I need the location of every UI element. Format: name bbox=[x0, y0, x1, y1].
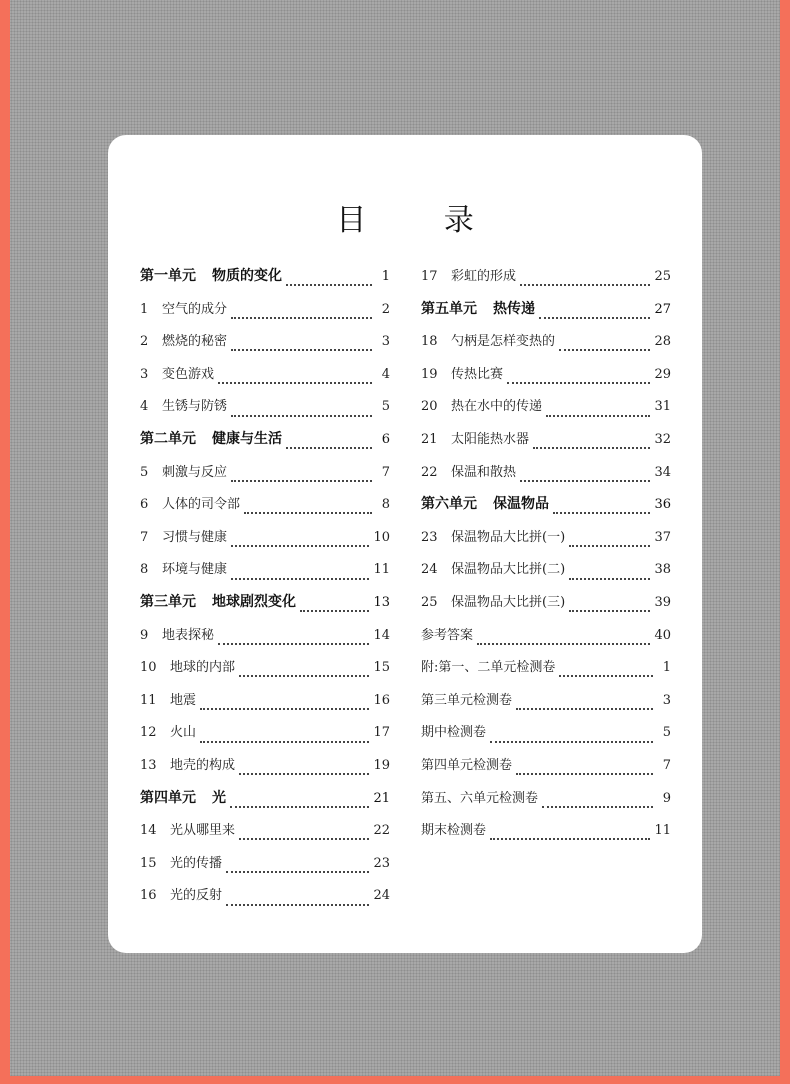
dot-leader bbox=[520, 284, 650, 286]
lesson-number: 24 bbox=[421, 562, 438, 578]
unit-title bbox=[421, 493, 549, 513]
toc-entry-row bbox=[140, 461, 390, 494]
toc-entry-row bbox=[140, 298, 390, 331]
dot-leader bbox=[231, 415, 372, 417]
toc-entry-row bbox=[140, 721, 390, 754]
lesson-number: 23 bbox=[421, 529, 438, 545]
unit-title bbox=[140, 428, 282, 448]
lesson-number: 1 bbox=[140, 301, 149, 317]
page-number: 34 bbox=[654, 464, 671, 480]
page-number: 7 bbox=[662, 757, 671, 773]
toc-entry-row bbox=[140, 656, 390, 689]
page-number: 1 bbox=[662, 660, 671, 676]
dot-leader bbox=[490, 838, 650, 840]
dot-leader bbox=[286, 284, 372, 286]
toc-entry-row bbox=[140, 493, 390, 526]
unit-label: 第四单元 bbox=[140, 789, 196, 806]
dot-leader bbox=[490, 741, 653, 743]
dot-leader bbox=[516, 708, 653, 710]
entry-title: 第五、六单元检测卷 bbox=[421, 790, 539, 806]
lesson-number: 4 bbox=[140, 399, 149, 415]
lesson-number: 17 bbox=[421, 269, 438, 284]
dot-leader bbox=[569, 578, 650, 580]
entry-title: 地壳的构成 bbox=[170, 757, 236, 773]
entry-title: 生锈与防锈 bbox=[162, 399, 228, 415]
page-number: 4 bbox=[381, 366, 390, 382]
dot-leader bbox=[200, 741, 369, 743]
lesson-number: 18 bbox=[421, 334, 438, 350]
toc-entry-row bbox=[421, 265, 671, 298]
entry-title: 期末检测卷 bbox=[421, 823, 487, 839]
toc-entry-row bbox=[421, 526, 671, 559]
toc-entry-row bbox=[421, 656, 671, 689]
page-number: 10 bbox=[373, 529, 390, 545]
page-number: 31 bbox=[654, 399, 671, 415]
toc-column-left bbox=[140, 265, 390, 917]
page-number: 40 bbox=[654, 627, 671, 643]
unit-name: 光 bbox=[212, 789, 226, 806]
page-number: 16 bbox=[373, 692, 390, 708]
lesson-number: 16 bbox=[140, 888, 157, 904]
page-number: 32 bbox=[654, 431, 671, 447]
toc-entry-row bbox=[421, 428, 671, 461]
dot-leader bbox=[226, 904, 369, 906]
lesson-number: 10 bbox=[140, 660, 157, 676]
lesson-number: 11 bbox=[140, 692, 157, 708]
dot-leader bbox=[516, 773, 653, 775]
toc-entry-row bbox=[140, 624, 390, 657]
page-number: 24 bbox=[373, 888, 390, 904]
toc-entry-row bbox=[421, 624, 671, 657]
entry-title: 人体的司令部 bbox=[162, 497, 241, 513]
entry-title: 勺柄是怎样变热的 bbox=[451, 334, 556, 350]
dot-leader bbox=[542, 806, 653, 808]
dot-leader bbox=[569, 610, 650, 612]
toc-entry-row bbox=[421, 330, 671, 363]
dot-leader bbox=[507, 382, 650, 384]
page-number: 39 bbox=[654, 594, 671, 610]
page-number: 22 bbox=[373, 823, 390, 839]
lesson-number: 15 bbox=[140, 855, 157, 871]
toc-entry-row bbox=[421, 461, 671, 494]
entry-title: 空气的成分 bbox=[162, 301, 228, 317]
lesson-number: 19 bbox=[421, 366, 438, 382]
entry-title: 光的传播 bbox=[170, 855, 223, 871]
page-number: 29 bbox=[654, 366, 671, 382]
entry-title: 保温物品大比拼(二) bbox=[451, 562, 566, 578]
toc-entry-row bbox=[140, 754, 390, 787]
dot-leader bbox=[546, 415, 650, 417]
entry-title: 期中检测卷 bbox=[421, 725, 487, 741]
toc-entry-row bbox=[140, 558, 390, 591]
unit-name: 物质的变化 bbox=[212, 268, 282, 284]
unit-title bbox=[421, 298, 535, 318]
toc-unit-row bbox=[140, 591, 390, 624]
page-number: 17 bbox=[373, 725, 390, 741]
entry-title: 变色游戏 bbox=[162, 366, 215, 382]
dot-leader bbox=[533, 447, 650, 449]
dot-leader bbox=[231, 317, 372, 319]
entry-title: 地表探秘 bbox=[162, 627, 215, 643]
entry-title: 彩虹的形成 bbox=[451, 269, 517, 284]
unit-name: 保温物品 bbox=[493, 496, 549, 513]
dot-leader bbox=[231, 480, 372, 482]
entry-title: 参考答案 bbox=[421, 627, 474, 643]
entry-title: 附:第一、二单元检测卷 bbox=[421, 660, 556, 676]
lesson-number: 8 bbox=[140, 562, 149, 578]
entry-title: 第三单元检测卷 bbox=[421, 692, 513, 708]
page-number: 5 bbox=[381, 399, 390, 415]
toc-entry-row bbox=[421, 819, 671, 852]
page-number: 25 bbox=[654, 269, 671, 284]
dot-leader bbox=[231, 578, 369, 580]
unit-label: 第三单元 bbox=[140, 593, 196, 610]
toc-entry-row bbox=[421, 787, 671, 820]
entry-title: 保温物品大比拼(一) bbox=[451, 529, 566, 545]
lesson-number: 2 bbox=[140, 334, 149, 350]
dot-leader bbox=[539, 317, 650, 319]
dot-leader bbox=[300, 610, 369, 612]
dot-leader bbox=[477, 643, 650, 645]
entry-title: 地震 bbox=[170, 692, 197, 708]
dot-leader bbox=[559, 675, 653, 677]
lesson-number: 25 bbox=[421, 594, 438, 610]
toc-unit-row bbox=[421, 493, 671, 526]
toc-entry-row bbox=[421, 558, 671, 591]
entry-title: 光从哪里来 bbox=[170, 823, 236, 839]
lesson-number: 13 bbox=[140, 757, 157, 773]
dot-leader bbox=[230, 806, 369, 808]
entry-title: 第四单元检测卷 bbox=[421, 757, 513, 773]
page-number: 11 bbox=[654, 823, 671, 839]
unit-title bbox=[140, 787, 226, 807]
unit-title bbox=[140, 591, 296, 611]
entry-title: 火山 bbox=[170, 725, 197, 741]
entry-title: 太阳能热水器 bbox=[451, 431, 530, 447]
dot-leader bbox=[569, 545, 650, 547]
toc-column-right bbox=[421, 265, 671, 852]
lesson-number: 14 bbox=[140, 823, 157, 839]
entry-title: 习惯与健康 bbox=[162, 529, 228, 545]
toc-entry-row bbox=[140, 330, 390, 363]
lesson-number: 22 bbox=[421, 464, 438, 480]
toc-entry-row bbox=[421, 395, 671, 428]
page-number: 15 bbox=[373, 660, 390, 676]
lesson-number: 20 bbox=[421, 399, 438, 415]
page-number: 6 bbox=[381, 431, 390, 447]
entry-title: 光的反射 bbox=[170, 888, 223, 904]
dot-leader bbox=[244, 512, 372, 514]
unit-name: 热传递 bbox=[493, 300, 535, 317]
toc-entry-row bbox=[140, 884, 390, 917]
dot-leader bbox=[520, 480, 650, 482]
entry-title: 保温和散热 bbox=[451, 464, 517, 480]
dot-leader bbox=[239, 773, 369, 775]
unit-label: 第一单元 bbox=[140, 268, 196, 284]
dot-leader bbox=[553, 512, 650, 514]
dot-leader bbox=[239, 838, 369, 840]
page-background bbox=[10, 0, 780, 1076]
entry-title: 传热比赛 bbox=[451, 366, 504, 382]
page-number: 21 bbox=[373, 790, 390, 806]
toc-entry-row bbox=[140, 819, 390, 852]
unit-name: 地球剧烈变化 bbox=[212, 593, 296, 610]
lesson-number: 21 bbox=[421, 431, 438, 447]
lesson-number: 5 bbox=[140, 464, 149, 480]
toc-entry-row bbox=[421, 591, 671, 624]
lesson-number: 9 bbox=[140, 627, 149, 643]
unit-title bbox=[140, 265, 282, 285]
page-number: 3 bbox=[381, 334, 390, 350]
toc-unit-row bbox=[140, 787, 390, 820]
page-number: 36 bbox=[654, 497, 671, 513]
dot-leader bbox=[231, 349, 372, 351]
dot-leader bbox=[286, 447, 372, 449]
lesson-number: 6 bbox=[140, 497, 149, 513]
lesson-number: 3 bbox=[140, 366, 149, 382]
toc-unit-row bbox=[421, 298, 671, 331]
dot-leader bbox=[218, 643, 369, 645]
toc-entry-row bbox=[421, 363, 671, 396]
page-number: 14 bbox=[373, 627, 390, 643]
page-number: 3 bbox=[662, 692, 671, 708]
entry-title: 地球的内部 bbox=[170, 660, 236, 676]
dot-leader bbox=[231, 545, 369, 547]
page-number: 19 bbox=[373, 757, 390, 773]
toc-entry-row bbox=[140, 395, 390, 428]
dot-leader bbox=[218, 382, 372, 384]
unit-name: 健康与生活 bbox=[212, 430, 282, 447]
toc-entry-row bbox=[140, 526, 390, 559]
entry-title: 环境与健康 bbox=[162, 562, 228, 578]
toc-unit-row bbox=[140, 428, 390, 461]
toc-card bbox=[108, 135, 702, 953]
page-number: 2 bbox=[381, 301, 390, 317]
toc-entry-row bbox=[421, 754, 671, 787]
toc-entry-row bbox=[140, 689, 390, 722]
dot-leader bbox=[239, 675, 369, 677]
page-number: 7 bbox=[381, 464, 390, 480]
unit-label: 第六单元 bbox=[421, 496, 477, 513]
page-number: 9 bbox=[662, 790, 671, 806]
dot-leader bbox=[200, 708, 369, 710]
page-number: 13 bbox=[373, 594, 390, 610]
page-number: 38 bbox=[654, 562, 671, 578]
page-number: 8 bbox=[381, 497, 390, 513]
unit-label: 第二单元 bbox=[140, 430, 196, 447]
entry-title: 刺激与反应 bbox=[162, 464, 228, 480]
toc-unit-row bbox=[140, 265, 390, 298]
toc-entry-row bbox=[140, 852, 390, 885]
entry-title: 燃烧的秘密 bbox=[162, 334, 228, 350]
page-number: 11 bbox=[373, 562, 390, 578]
lesson-number: 12 bbox=[140, 725, 157, 741]
page-number: 27 bbox=[654, 301, 671, 317]
toc-entry-row bbox=[140, 363, 390, 396]
dot-leader bbox=[226, 871, 369, 873]
toc-title: 目 录 bbox=[336, 203, 508, 238]
page-number: 1 bbox=[381, 269, 390, 284]
toc-entry-row bbox=[421, 721, 671, 754]
page-number: 28 bbox=[654, 334, 671, 350]
entry-title: 保温物品大比拼(三) bbox=[451, 594, 566, 610]
entry-title: 热在水中的传递 bbox=[451, 399, 543, 415]
page-number: 37 bbox=[654, 529, 671, 545]
page-number: 5 bbox=[662, 725, 671, 741]
page-number: 23 bbox=[373, 855, 390, 871]
lesson-number: 7 bbox=[140, 529, 149, 545]
dot-leader bbox=[559, 349, 650, 351]
toc-entry-row bbox=[421, 689, 671, 722]
unit-label: 第五单元 bbox=[421, 300, 477, 317]
